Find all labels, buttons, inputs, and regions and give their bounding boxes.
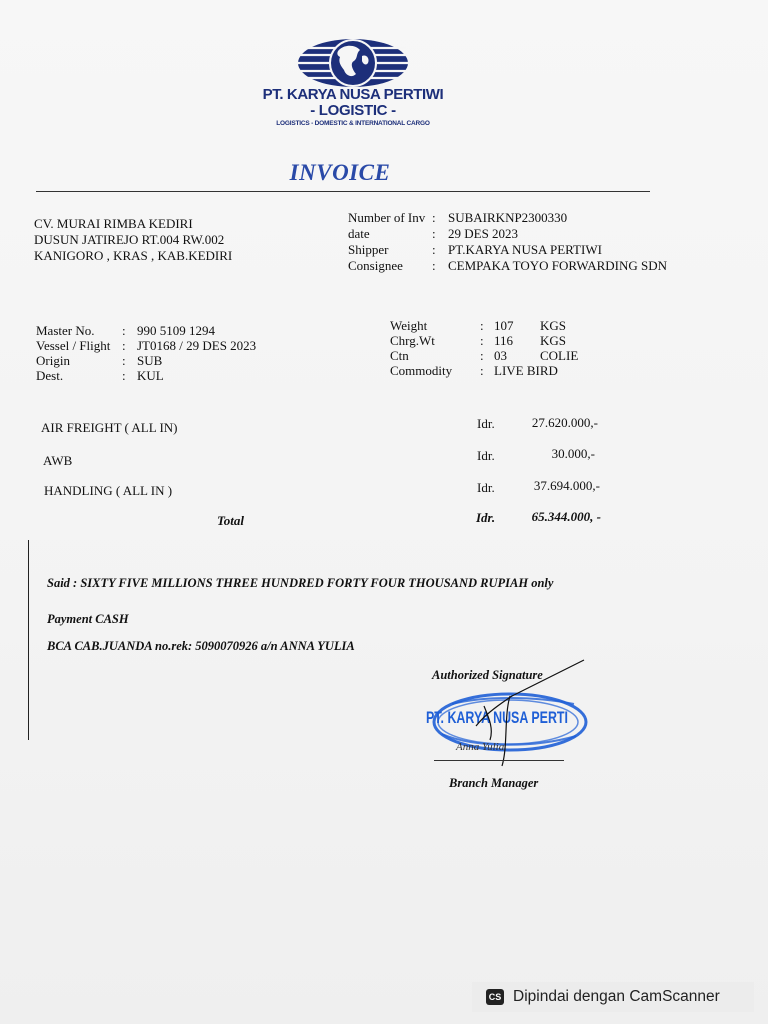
camscanner-badge xyxy=(472,982,754,1012)
weight-label: Weight xyxy=(390,318,428,333)
colon: : xyxy=(432,258,436,273)
commodity-label: Commodity xyxy=(390,363,453,378)
shipper-value: PT.KARYA NUSA PERTIWI xyxy=(448,242,602,257)
scan-margin-line xyxy=(28,540,29,740)
colon: : xyxy=(480,333,484,348)
colon: : xyxy=(432,210,436,225)
invoice-title: INVOICE xyxy=(289,160,391,185)
consignee-row xyxy=(348,258,667,274)
total-amount: 65.344.000, - xyxy=(531,509,601,524)
origin-row xyxy=(36,353,256,368)
customer-line-2: DUSUN JATIREJO RT.004 RW.002 xyxy=(34,232,225,247)
charge-awb-amount: 30.000,- xyxy=(551,446,595,461)
colon: : xyxy=(122,353,126,368)
charge-handling-currency: Idr. xyxy=(477,480,495,495)
consignee-value: CEMPAKA TOYO FORWARDING SDN xyxy=(448,258,668,273)
colon: : xyxy=(432,226,436,241)
signer-name: Anna Yulia xyxy=(456,741,505,753)
company-name: PT. KARYA NUSA PERTIWI xyxy=(262,86,444,103)
shipment-details-right xyxy=(390,318,578,378)
colon: : xyxy=(122,368,126,383)
carton-value: 03 xyxy=(494,348,507,363)
commodity-value: LIVE BIRD xyxy=(494,363,558,378)
invoice-date-label: date xyxy=(348,226,370,241)
weight-unit: KGS xyxy=(540,318,567,333)
title-divider xyxy=(36,191,650,192)
charge-air-freight-label: AIR FREIGHT ( ALL IN) xyxy=(41,420,178,435)
chargeable-weight-unit: KGS xyxy=(540,333,567,348)
master-no-value: 990 5109 1294 xyxy=(137,323,215,338)
master-no-row xyxy=(36,323,256,338)
charge-handling-label: HANDLING ( ALL IN ) xyxy=(44,483,173,498)
invoice-date-row xyxy=(348,226,667,242)
authorized-signature-label: Authorized Signature xyxy=(432,668,543,682)
commodity-row xyxy=(390,363,578,378)
amount-in-words: Said : SIXTY FIVE MILLIONS THREE HUNDRED FORTY FOUR THOUSAND RUPIAH only xyxy=(47,576,554,590)
charge-awb-label: AWB xyxy=(43,453,73,468)
signer-title: Branch Manager xyxy=(449,776,539,790)
signature-line xyxy=(434,760,564,761)
carton-row xyxy=(390,348,578,363)
shipper-label: Shipper xyxy=(348,242,389,257)
payment-method: Payment CASH xyxy=(47,612,129,626)
dest-label: Dest. xyxy=(36,368,64,383)
weight-value: 107 xyxy=(494,318,514,333)
invoice-number-label: Number of Inv xyxy=(348,210,426,225)
master-no-label: Master No. xyxy=(36,323,95,338)
shipment-details-left xyxy=(36,323,256,383)
customer-line-3: KANIGORO , KRAS , KAB.KEDIRI xyxy=(34,248,233,263)
charge-air-freight-amount: 27.620.000,- xyxy=(531,415,598,430)
vessel-flight-row xyxy=(36,338,256,353)
origin-label: Origin xyxy=(36,353,70,368)
company-tagline: LOGISTICS - DOMESTIC & INTERNATIONAL CARGO xyxy=(276,120,430,127)
total-currency: Idr. xyxy=(476,510,496,525)
origin-value: SUB xyxy=(137,353,163,368)
vessel-flight-value: JT0168 / 29 DES 2023 xyxy=(137,338,257,353)
shipper-row xyxy=(348,242,667,258)
weight-row xyxy=(390,318,578,333)
colon: : xyxy=(432,242,436,257)
globe-logo-icon xyxy=(296,36,410,90)
camscanner-icon: CS xyxy=(486,989,504,1005)
company-subtitle: - LOGISTIC - xyxy=(310,102,396,119)
carton-label: Ctn xyxy=(390,348,409,363)
invoice-info xyxy=(348,210,667,274)
colon: : xyxy=(122,323,126,338)
customer-address xyxy=(34,216,232,264)
invoice-number-value: SUBAIRKNP2300330 xyxy=(448,210,568,225)
total-label: Total xyxy=(217,513,244,528)
chargeable-weight-label: Chrg.Wt xyxy=(390,333,435,348)
dest-value: KUL xyxy=(137,368,164,383)
charge-air-freight-currency: Idr. xyxy=(477,416,495,431)
charge-handling-amount: 37.694.000,- xyxy=(533,478,600,493)
invoice-date-value: 29 DES 2023 xyxy=(448,226,519,241)
chargeable-weight-row xyxy=(390,333,578,348)
carton-unit: COLIE xyxy=(540,348,579,363)
vessel-flight-label: Vessel / Flight xyxy=(36,338,111,353)
bank-account: BCA CAB.JUANDA no.rek: 5090070926 a/n ANNA YULIA xyxy=(47,639,355,653)
colon: : xyxy=(480,363,484,378)
chargeable-weight-value: 116 xyxy=(494,333,514,348)
charge-awb-currency: Idr. xyxy=(477,448,495,463)
dest-row xyxy=(36,368,256,383)
colon: : xyxy=(480,318,484,333)
svg-text:PT. KARYA NUSA PERTI: PT. KARYA NUSA PERTI xyxy=(426,708,568,727)
consignee-label: Consignee xyxy=(348,258,403,273)
colon: : xyxy=(122,338,126,353)
colon: : xyxy=(480,348,484,363)
customer-line-1: CV. MURAI RIMBA KEDIRI xyxy=(34,216,193,231)
invoice-number-row xyxy=(348,210,667,226)
camscanner-text: Dipindai dengan CamScanner xyxy=(513,988,720,1005)
